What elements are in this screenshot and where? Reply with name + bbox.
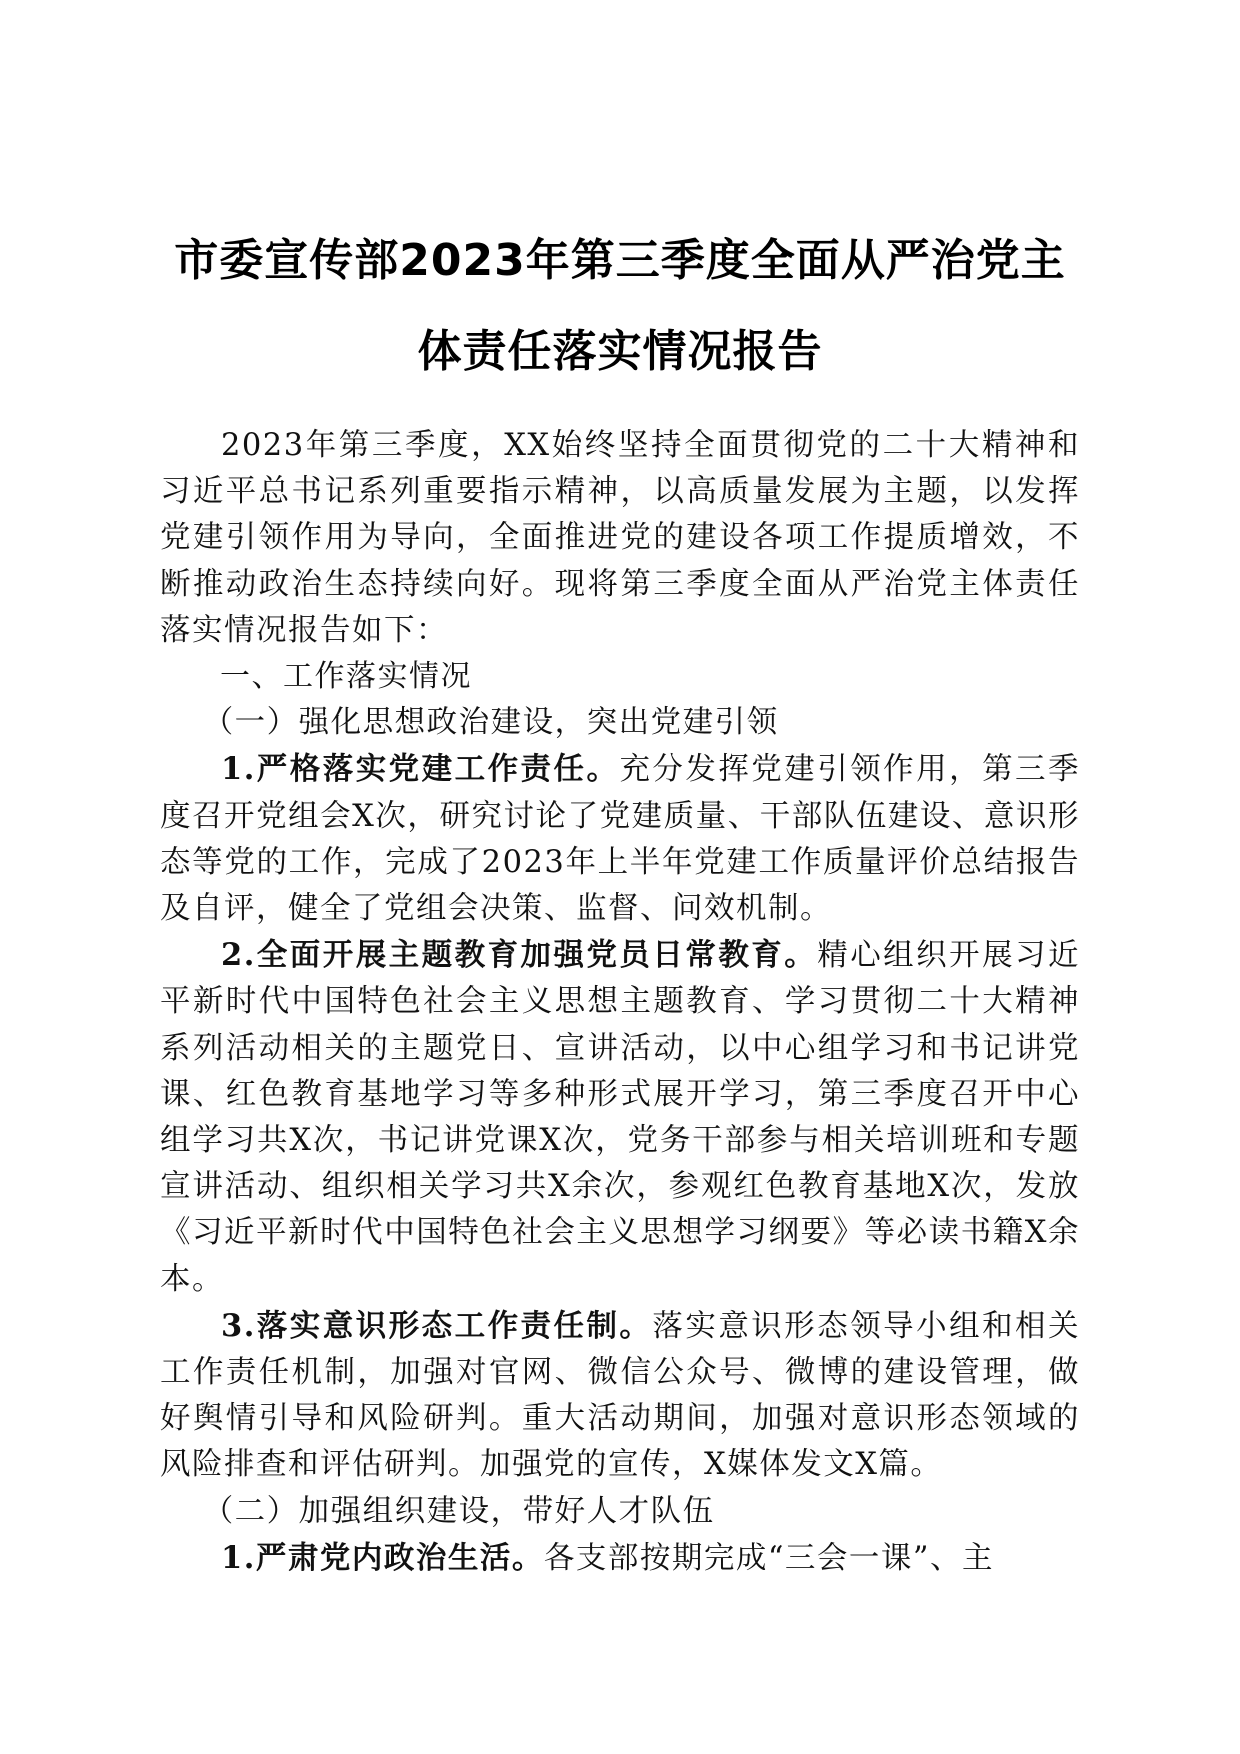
item-paragraph-1 [160,746,1080,932]
item-text-3: 落实意识形态领导小组和相关工作责任机制，加强对官网、微信公众号、微博的建设管理，做好舆情引导和风险研判。重大活动期间，加强对意识形态领域的风险排查和评估研判。加强党的宣传，X媒体发文X篇。 [160,1308,1081,1483]
item-lead-2: 2.全面开展主题教育加强党员日常教育。 [221,937,818,974]
item-text-1: 充分发挥党建引领作用，第三季度召开党组会X次，研究讨论了党建质量、干部队伍建设、意识形态等党的工作，完成了2023年上半年党建工作质量评价总结报告及自评，健全了党组会决策、监督、问效机制。 [160,752,1080,927]
subsection-heading-political-building: （一）强化思想政治建设，突出党建引领 [202,705,779,741]
report-title-line-2: 体责任落实情况报告 [417,326,823,377]
item-paragraph-2 [160,932,1080,1303]
item-lead-1: 1.严格落实党建工作责任。 [221,751,620,788]
item-paragraph-4 [160,1535,1080,1582]
report-title-line-1: 市委宣传部2023年第三季度全面从严治党主 [174,235,1066,286]
item-lead-3: 3.落实意识形态工作责任制。 [221,1307,653,1344]
item-lead-4: 1.严肃党内政治生活。 [221,1539,544,1576]
item-text-2: 精心组织开展习近平新时代中国特色社会主义思想主题教育、学习贯彻二十大精神系列活动相关的主题党日、宣讲活动，以中心组学习和书记讲党课、红色教育基地学习等多种形式展开学习，第三季度召开中心组学习共X次，书记讲党课X次，党务干部参与相关培训班和专题宣讲活动、组织相关学习共X余次，参观红色教育基地X次，发放《习近平新时代中国特色社会主义思想学习纲要》等必读书籍X余本。 [160,938,1080,1297]
item-paragraph-3 [160,1303,1080,1489]
item-text-4: 各支部按期完成“三会一课”、主 [543,1540,995,1576]
report-body [160,423,1080,1582]
intro-paragraph: 2023年第三季度，XX始终坚持全面贯彻党的二十大精神和习近平总书记系列重要指示精神，以高质量发展为主题，以发挥党建引领作用为导向，全面推进党的建设各项工作提质增效，不断推动政治生态持续向好。现将第三季度全面从严治党主体责任落实情况报告如下： [160,428,1080,648]
section-heading-work-status: 一、工作落实情况 [220,659,472,695]
subsection-heading-organization-building: （二）加强组织建设，带好人才队伍 [202,1493,715,1529]
